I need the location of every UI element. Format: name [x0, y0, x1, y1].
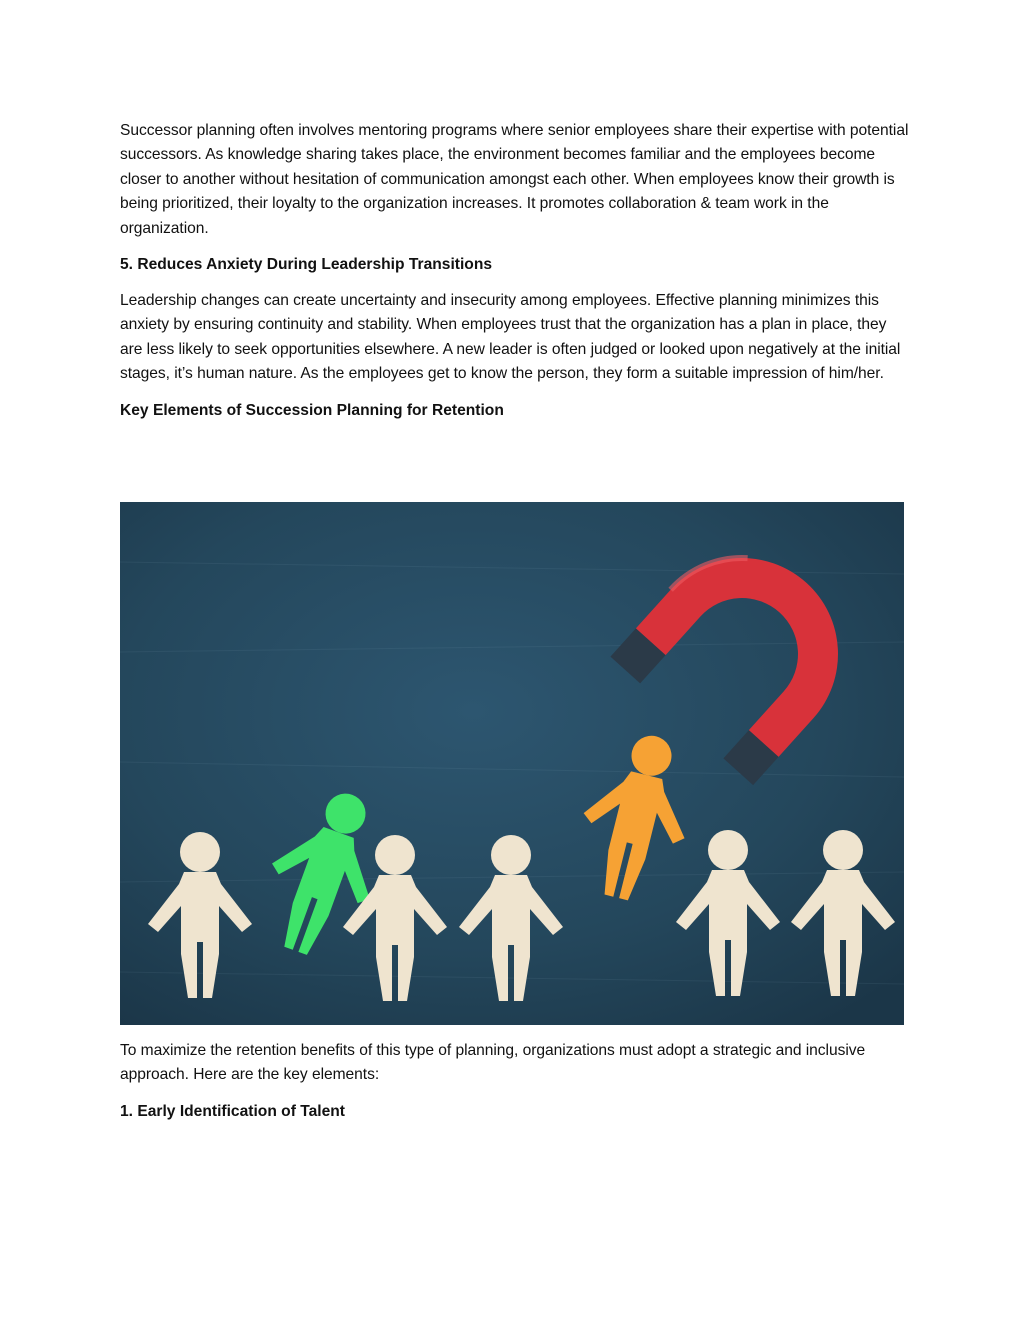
leadership-changes-paragraph: Leadership changes can create uncertainty and insecurity among employees. Effective planning minimizes this anxiety by ensuring continuity and stability. When employees trust that the organization has a plan in place, they are less likely to seek opportunities elsewhere. A new leader is often judged or looked upon negatively at the initial stages, it’s human nature. As the employees get to know the person, they form a suitable impression of him/her. — [120, 292, 901, 383]
section-heading-reduces-anxiety: 5. Reduces Anxiety During Leadership Transitions — [120, 256, 493, 274]
document-body — [120, 119, 910, 435]
section-heading-key-elements: Key Elements of Succession Planning for Retention — [120, 401, 504, 419]
subheading-early-identification: 1. Early Identification of Talent — [120, 1102, 345, 1120]
maximize-retention-paragraph: To maximize the retention benefits of this type of planning, organizations must adopt a strategic and inclusive approach. Here are the key elements: — [120, 1042, 866, 1084]
magnet-people-image — [120, 502, 904, 1025]
document-body-continued — [120, 1039, 910, 1136]
mentoring-paragraph: Successor planning often involves mentoring programs where senior employees share their expertise with potential successors. As knowledge sharing takes place, the environment becomes familiar and the employees become closer to another without hesitation of communication amongst each other. When employees know their growth is being prioritized, their loyalty to the organization increases. It promotes collaboration & team work in the organization. — [120, 122, 909, 237]
